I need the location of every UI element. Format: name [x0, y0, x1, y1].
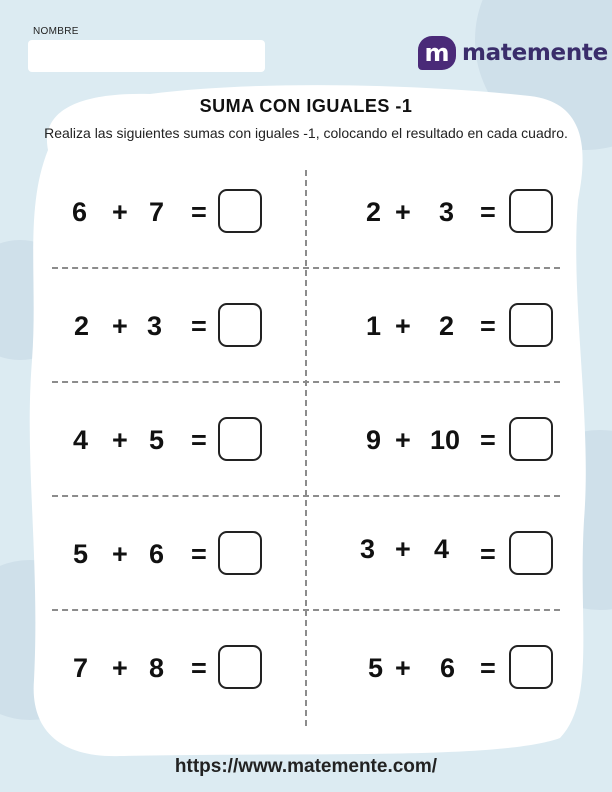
equals-sign: = [480, 653, 496, 683]
answer-box[interactable] [218, 531, 262, 575]
equals-sign: = [191, 653, 207, 683]
exercise-item [364, 645, 564, 689]
exercise-item [360, 531, 564, 575]
addend-a: 3 [360, 534, 376, 564]
plus-sign: + [112, 425, 128, 455]
answer-box[interactable] [509, 417, 553, 461]
answer-box[interactable] [509, 189, 553, 233]
answer-box[interactable] [218, 417, 262, 461]
addend-b: 2 [439, 311, 455, 341]
exercise-item [70, 645, 270, 689]
addend-a: 5 [368, 653, 384, 683]
plus-sign: + [395, 311, 411, 341]
addend-b: 7 [149, 197, 165, 227]
equals-sign: = [191, 539, 207, 569]
addend-b: 3 [147, 311, 163, 341]
answer-box[interactable] [218, 645, 262, 689]
plus-sign: + [395, 425, 411, 455]
addend-b: 6 [149, 539, 165, 569]
exercise-item [70, 531, 270, 575]
exercise-item [364, 303, 564, 347]
equals-sign: = [480, 539, 496, 569]
addend-a: 4 [73, 425, 89, 455]
plus-sign: + [112, 197, 128, 227]
worksheet-title: SUMA CON IGUALES -1 [199, 96, 413, 116]
plus-sign: + [112, 539, 128, 569]
row-divider [52, 381, 560, 383]
plus-sign: + [395, 653, 411, 683]
addend-a: 1 [366, 311, 382, 341]
equals-sign: = [191, 425, 207, 455]
answer-box[interactable] [218, 189, 262, 233]
matemente-logo [418, 36, 608, 70]
exercise-item [70, 303, 270, 347]
addend-a: 6 [72, 197, 88, 227]
name-label: NOMBRE [33, 26, 79, 37]
exercise-item [70, 417, 270, 461]
exercise-item [70, 189, 270, 233]
logo-text: matemente [462, 40, 608, 66]
worksheet-instructions: Realiza las siguientes sumas con iguales -1, colocando el resultado en cada cuadro. [44, 125, 568, 141]
row-divider [52, 495, 560, 497]
equals-sign: = [480, 425, 496, 455]
addend-b: 10 [430, 425, 461, 455]
addend-a: 7 [73, 653, 89, 683]
equals-sign: = [480, 197, 496, 227]
answer-box[interactable] [509, 303, 553, 347]
addend-b: 3 [439, 197, 455, 227]
addend-b: 6 [440, 653, 456, 683]
logo-icon: m [418, 36, 456, 70]
answer-box[interactable] [218, 303, 262, 347]
plus-sign: + [112, 311, 128, 341]
plus-sign: + [395, 197, 411, 227]
addend-a: 2 [74, 311, 90, 341]
addend-b: 8 [149, 653, 165, 683]
row-divider [52, 609, 560, 611]
exercise-item [364, 189, 564, 233]
answer-box[interactable] [509, 645, 553, 689]
answer-box[interactable] [509, 531, 553, 575]
equals-sign: = [191, 197, 207, 227]
name-field[interactable] [28, 40, 265, 72]
equals-sign: = [480, 311, 496, 341]
footer-url[interactable]: https://www.matemente.com/ [174, 756, 438, 777]
vertical-divider [305, 170, 307, 726]
plus-sign: + [395, 534, 411, 564]
addend-a: 9 [366, 425, 382, 455]
row-divider [52, 267, 560, 269]
plus-sign: + [112, 653, 128, 683]
addend-a: 5 [73, 539, 89, 569]
exercise-item [364, 417, 564, 461]
equals-sign: = [191, 311, 207, 341]
addend-b: 5 [149, 425, 165, 455]
addend-a: 2 [366, 197, 382, 227]
addend-b: 4 [434, 534, 450, 564]
